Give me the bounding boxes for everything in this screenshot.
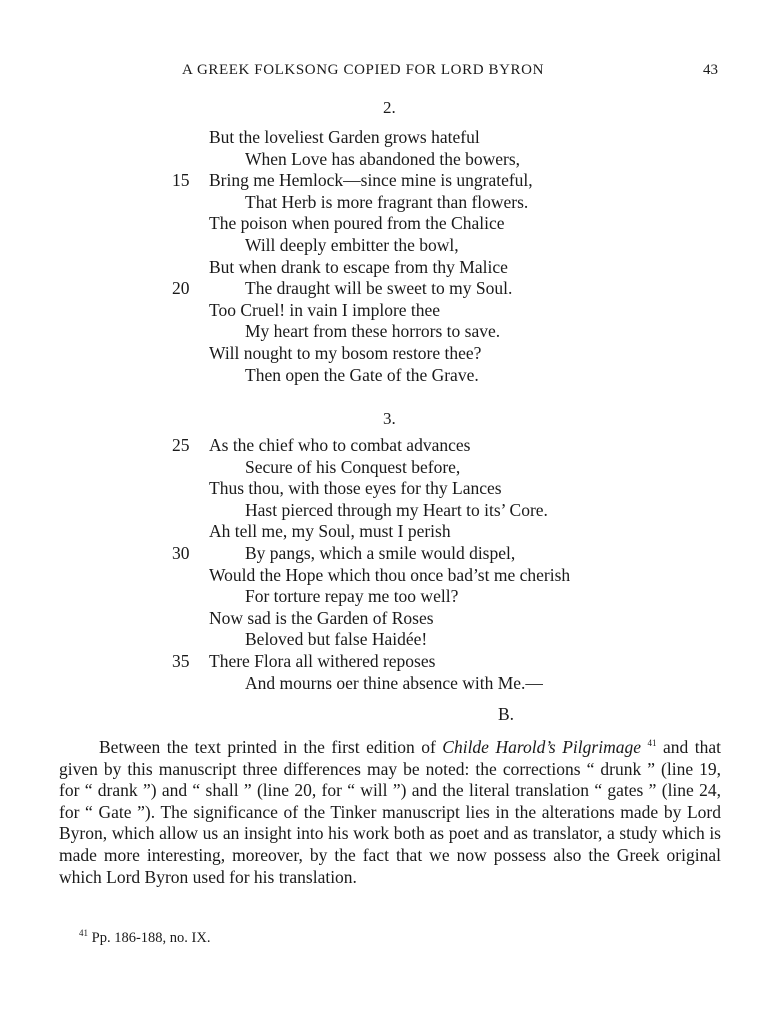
poem-line: Will nought to my bosom restore thee? (209, 343, 482, 363)
poem-line: Thus thou, with those eyes for thy Lances (209, 478, 502, 499)
poem-line: The poison when poured from the Chalice (209, 213, 505, 234)
body-paragraph (59, 737, 721, 888)
poem-line: There Flora all withered reposes (209, 651, 436, 671)
work-title: Childe Harold’s Pilgrimage (442, 737, 641, 757)
poem-line: The draught will be sweet to my Soul. (245, 278, 513, 299)
poem-line: Ah tell me, my Soul, must I perish (209, 521, 451, 542)
line-number: 35 (172, 651, 190, 671)
poem-line: Too Cruel! in vain I implore thee (209, 299, 441, 320)
line-number: 15 (172, 170, 190, 191)
footnote (79, 930, 210, 947)
poem-line: Secure of his Conquest before, (245, 456, 461, 477)
poem-line: By pangs, which a smile would dispel, (245, 543, 516, 563)
footnote-text: Pp. 186-188, no. IX. (91, 930, 211, 946)
poem-line: Will deeply embitter the bowl, (245, 235, 459, 255)
poem-line: As the chief who to combat advances (209, 435, 471, 455)
poem-line: When Love has abandoned the bowers, (245, 148, 521, 169)
poem-line: For torture repay me too well? (245, 586, 459, 607)
poem-line: My heart from these horrors to save. (245, 321, 501, 342)
line-number: 20 (172, 278, 190, 299)
poem-line: Now sad is the Garden of Roses (209, 607, 434, 628)
section-label: B. (498, 704, 515, 724)
stanza-number: 3. (383, 409, 396, 428)
poem-line: Then open the Gate of the Grave. (245, 364, 479, 385)
stanza-number: 2. (383, 98, 396, 117)
footnote-marker: 41 (79, 928, 88, 939)
prose-text-after: and that given by this manuscript three differences may be noted: the corrections “ drunk ” (line 19, for “ drank ”) and “ shall ” (line 20, for “ will ”) and the literal translation “ gates ” (line 24, for “ Gate ”). The significance of the Tinker manuscript lies in the alterations made by Lord Byron, which allow us an insight into his work both as poet and as translator, a study which is made more interesting, moreover, by the fact that we now possess also the Greek original which Lord Byron used for his translation. (59, 737, 721, 887)
prose-text-before: Between the text printed in the first edition of (99, 737, 443, 757)
poem-line: Bring me Hemlock—since mine is ungrateful, (209, 170, 533, 191)
poem-line: That Herb is more fragrant than flowers. (245, 191, 529, 212)
line-number: 25 (172, 435, 190, 455)
poem-line: Hast pierced through my Heart to its’ Core. (245, 499, 548, 520)
poem-line: But the loveliest Garden grows hateful (209, 127, 480, 147)
footnote-reference[interactable]: 41 (647, 738, 657, 749)
poem-line: Beloved but false Haidée! (245, 629, 428, 650)
poem-line: And mourns oer thine absence with Me.— (245, 672, 543, 693)
page-number: 43 (703, 62, 718, 78)
line-number: 30 (172, 543, 190, 563)
poem-line: But when drank to escape from thy Malice (209, 256, 508, 277)
running-header-title: A GREEK FOLKSONG COPIED FOR LORD BYRON (182, 62, 544, 78)
poem-line: Would the Hope which thou once bad’st me cherish (209, 564, 571, 585)
